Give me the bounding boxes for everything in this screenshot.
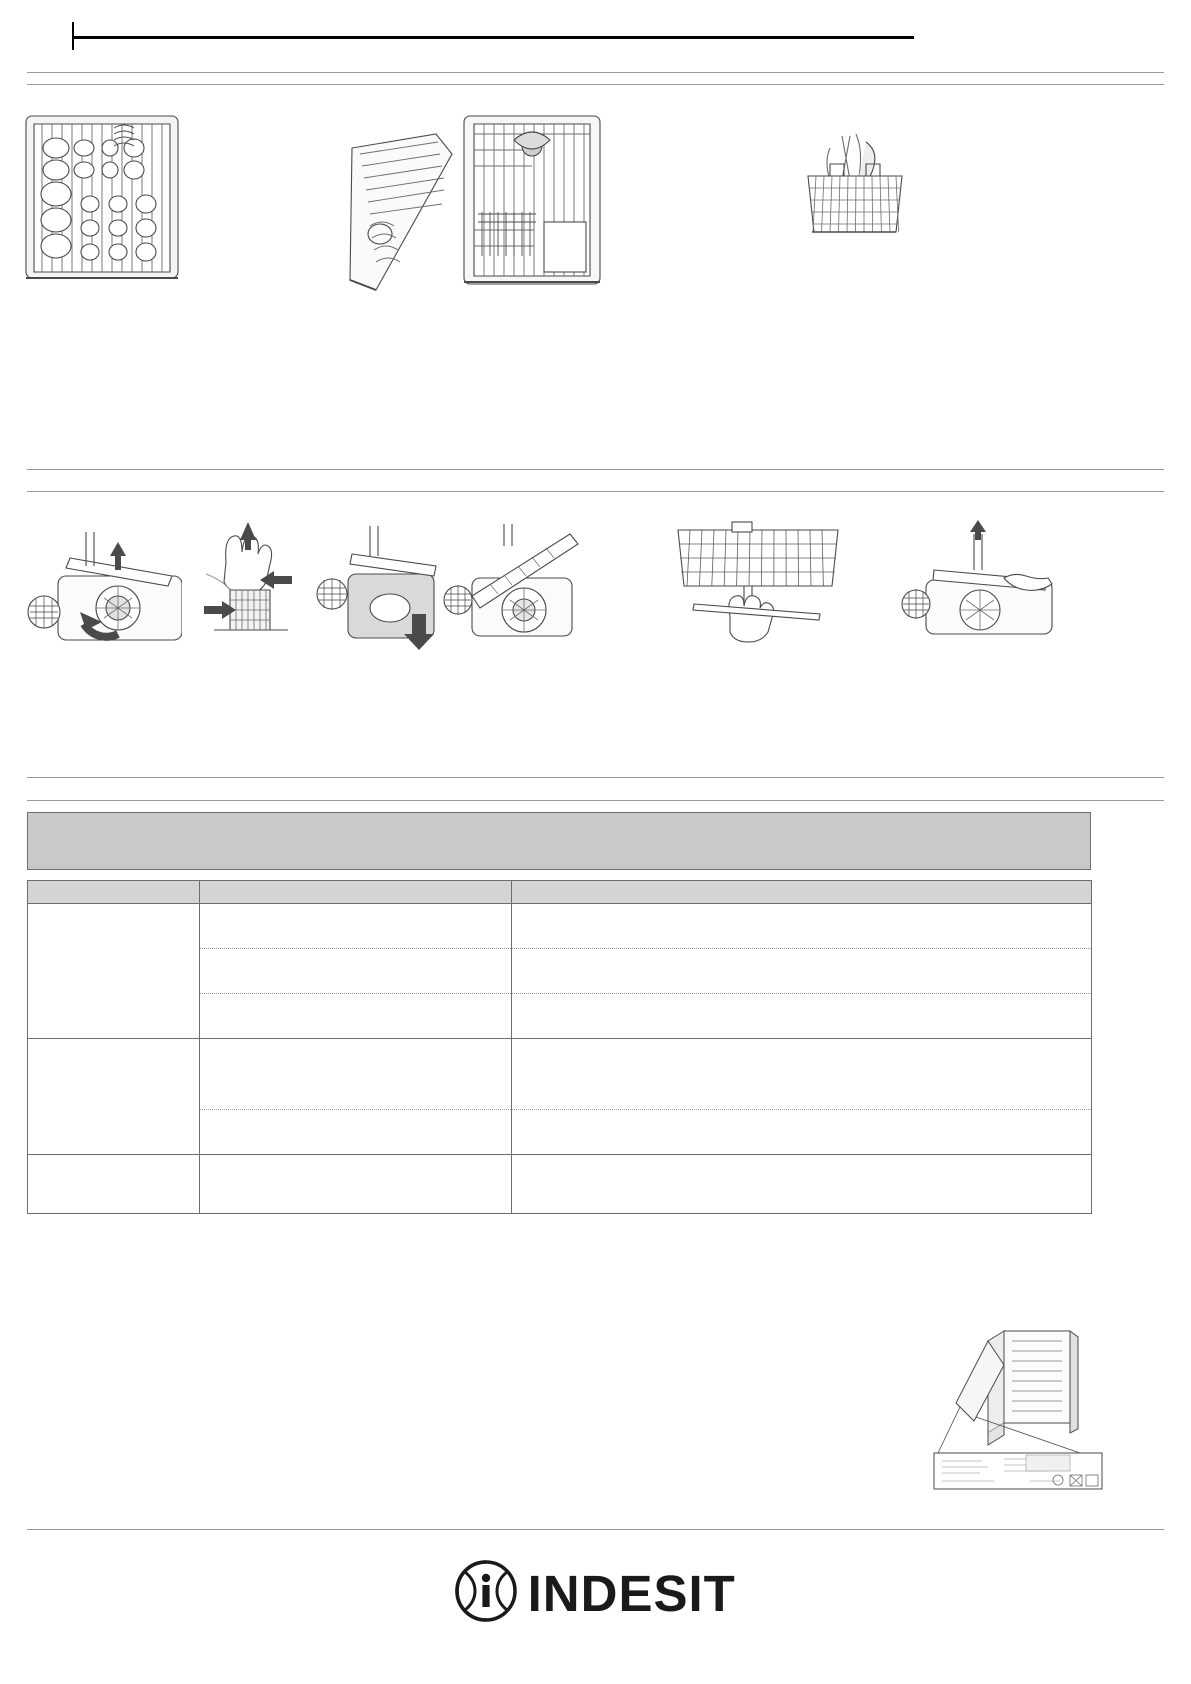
cell-cause bbox=[200, 1039, 512, 1110]
divider-6 bbox=[27, 800, 1164, 801]
brand-name: INDESIT bbox=[527, 1565, 736, 1622]
divider-2 bbox=[27, 84, 1164, 85]
cutlery-basket bbox=[790, 130, 920, 270]
cell-solution bbox=[512, 1155, 1092, 1214]
cell-cause bbox=[200, 904, 512, 949]
cell-cause bbox=[200, 1155, 512, 1214]
column-header-solution bbox=[512, 881, 1092, 904]
troubleshooting-table bbox=[27, 880, 1092, 1214]
table-header-row bbox=[28, 881, 1092, 904]
column-header-problem bbox=[28, 881, 200, 904]
filter-rotate-unlock-step bbox=[22, 520, 182, 650]
divider-4 bbox=[27, 491, 1164, 492]
spray-arm-refit-step bbox=[900, 518, 1060, 650]
cell-solution bbox=[512, 1039, 1092, 1110]
table-row bbox=[28, 1155, 1092, 1214]
appliance-rating-plate-location bbox=[930, 1325, 1110, 1500]
lower-basket-side-view bbox=[340, 130, 460, 300]
header-rule bbox=[72, 36, 914, 39]
cell-problem bbox=[28, 904, 200, 1039]
divider-3 bbox=[27, 469, 1164, 470]
troubleshooting-banner bbox=[27, 812, 1091, 870]
cell-solution bbox=[512, 949, 1092, 994]
filter-lower-remove-step bbox=[312, 520, 442, 650]
column-header-cause bbox=[200, 881, 512, 904]
cell-cause bbox=[200, 1110, 512, 1155]
cell-cause bbox=[200, 994, 512, 1039]
cell-problem bbox=[28, 1039, 200, 1155]
brand-footer bbox=[0, 1560, 1191, 1622]
troubleshooting-section bbox=[27, 812, 1091, 1214]
cell-cause bbox=[200, 949, 512, 994]
divider-5 bbox=[27, 777, 1164, 778]
indesit-i-logo-icon bbox=[455, 1560, 517, 1627]
cell-solution bbox=[512, 904, 1092, 949]
table-row bbox=[28, 904, 1092, 949]
cell-problem bbox=[28, 1155, 200, 1214]
table-row bbox=[28, 1039, 1092, 1110]
lower-basket-top-view bbox=[462, 110, 602, 290]
filter-assembly-step bbox=[442, 518, 592, 650]
cell-solution bbox=[512, 994, 1092, 1039]
cell-solution bbox=[512, 1110, 1092, 1155]
divider-1 bbox=[27, 72, 1164, 73]
upper-basket-top-view bbox=[22, 108, 182, 288]
upper-spray-arm-step bbox=[672, 518, 852, 650]
spray-arm-remove-step bbox=[196, 518, 306, 650]
divider-7 bbox=[27, 1529, 1164, 1530]
